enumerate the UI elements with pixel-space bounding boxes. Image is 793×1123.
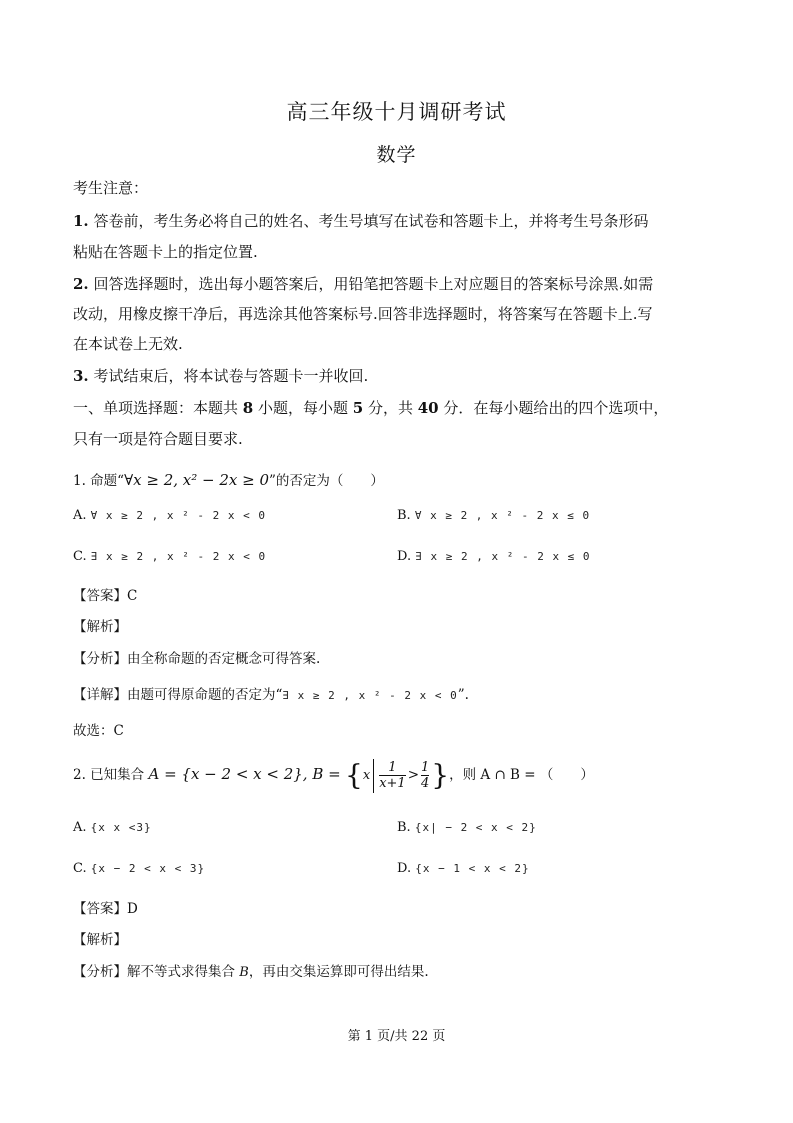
xiangjie-math: ∃ x ≥ 2 , x ² - 2 x < 0 (282, 689, 458, 702)
q2-analysis-tag: 【解析】 (73, 932, 127, 948)
option-math: {x − 1 < x < 2} (415, 862, 530, 875)
section-text: 小题，每小题 (253, 399, 353, 417)
option-label: D. (397, 549, 412, 564)
set-variable: x (362, 768, 371, 783)
notice-item-2-cont: 改动，用橡皮擦干净后，再选涂其他答案标号.回答非选择题时，将答案写在答题卡上.写 (73, 305, 653, 323)
question-math: A = {x − 2 < x < 2}, B = (148, 765, 341, 783)
q1-xiangjie (73, 683, 469, 703)
section-text: 分，共 (363, 399, 418, 417)
option-label: A. (73, 508, 87, 523)
right-brace: } (431, 758, 450, 792)
greater-than: > (407, 767, 419, 783)
notice-item-1-cont: 粘贴在答题卡上的指定位置. (73, 243, 258, 261)
set-bar (373, 759, 374, 793)
option-label: B. (397, 508, 411, 523)
page-subtitle: 数学 (376, 144, 417, 166)
notice-item-number: 3. (73, 367, 89, 385)
question-text: ”的否定为（ ） (269, 473, 384, 489)
fraction-numerator: 1 (421, 760, 430, 775)
question-math: ∀x ≥ 2, x² − 2x ≥ 0 (124, 471, 270, 489)
section-heading-cont: 只有一项是符合题目要求. (73, 430, 243, 448)
question-text: 1. 命题“ (73, 473, 125, 489)
notice-item-1 (73, 210, 648, 231)
notice-item-2 (73, 273, 653, 294)
fenxi-text: 由全称命题的否定概念可得答案. (127, 651, 321, 667)
q1-answer (73, 584, 137, 604)
q1-option-a (73, 508, 266, 523)
page-footer: 第 1 页/共 22 页 (347, 1029, 446, 1044)
q1-option-b (397, 508, 590, 523)
option-math: {x − 2 < x < 3} (90, 862, 206, 875)
option-label: C. (73, 549, 87, 564)
section-text: 一、单项选择题：本题共 (73, 399, 243, 417)
notice-item-2-cont2: 在本试卷上无效. (73, 335, 183, 353)
section-total: 40 (417, 399, 439, 417)
section-points: 5 (352, 399, 364, 417)
answer-tag: 【答案】 (73, 588, 127, 604)
notice-item-3 (73, 365, 368, 386)
q1-option-c (73, 549, 266, 564)
q2-option-a (73, 820, 152, 835)
fraction-2 (421, 760, 429, 791)
option-math: ∀ x ≥ 2 , x ² - 2 x ≤ 0 (414, 509, 591, 522)
q2-fenxi (73, 960, 429, 980)
answer-value: D (127, 901, 138, 917)
q1-option-d (397, 549, 591, 564)
option-math: {x x <3} (90, 821, 152, 834)
fenxi-text: 解不等式求得集合 (127, 964, 240, 980)
fraction-denominator: 4 (421, 776, 430, 791)
question-2-stem (73, 754, 594, 794)
option-math: ∀ x ≥ 2 , x ² - 2 x < 0 (90, 509, 266, 522)
option-label: B. (397, 820, 411, 835)
fenxi-math: B (239, 965, 249, 980)
fraction-denominator: x+1 (379, 776, 406, 791)
notice-heading: 考生注意： (73, 179, 149, 197)
q2-option-d (397, 861, 530, 876)
notice-item-number: 1. (73, 212, 89, 230)
xiangjie-text: ”. (457, 687, 469, 703)
option-label: C. (73, 861, 87, 876)
q2-option-b (397, 820, 537, 835)
option-label: D. (397, 861, 412, 876)
answer-value: C (127, 588, 138, 604)
option-math: ∃ x ≥ 2 , x ² - 2 x ≤ 0 (415, 550, 591, 563)
fenxi-tag: 【分析】 (73, 964, 127, 980)
option-label: A. (73, 820, 87, 835)
section-count: 8 (242, 399, 254, 417)
question-text: ，则 A ∩ B = （ ） (449, 767, 594, 783)
q2-answer (73, 897, 138, 917)
answer-tag: 【答案】 (73, 901, 127, 917)
page-title: 高三年级十月调研考试 (286, 100, 507, 124)
fraction-numerator: 1 (388, 760, 397, 775)
question-text: 2. 已知集合 (73, 767, 149, 783)
q2-option-c (73, 861, 205, 876)
notice-item-text: 回答选择题时，选出每小题答案后，用铅笔把答题卡上对应题目的答案标号涂黑.如需 (88, 275, 654, 293)
xiangjie-tag: 【详解】 (73, 687, 127, 703)
fenxi-tag: 【分析】 (73, 651, 127, 667)
section-text: 分．在每小题给出的四个选项中， (438, 399, 669, 417)
fraction-1 (379, 760, 406, 791)
fenxi-text: ，再由交集运算即可得出结果. (248, 964, 429, 980)
question-1-stem (73, 469, 384, 489)
notice-item-text: 考试结束后，将本试卷与答题卡一并收回. (88, 367, 369, 385)
q1-analysis-tag: 【解析】 (73, 619, 127, 635)
xiangjie-text: 由题可得原命题的否定为“ (127, 687, 283, 703)
option-math: ∃ x ≥ 2 , x ² - 2 x < 0 (90, 550, 267, 563)
q1-choice: 故选：C (73, 723, 124, 739)
section-heading (73, 397, 668, 418)
notice-item-text: 答卷前，考生务必将自己的姓名、考生号填写在试卷和答题卡上，并将考生号条形码 (88, 212, 649, 230)
left-brace: { (345, 758, 363, 792)
q1-fenxi (73, 647, 320, 667)
option-math: {x| − 2 < x < 2} (414, 821, 537, 834)
notice-item-number: 2. (73, 275, 89, 293)
